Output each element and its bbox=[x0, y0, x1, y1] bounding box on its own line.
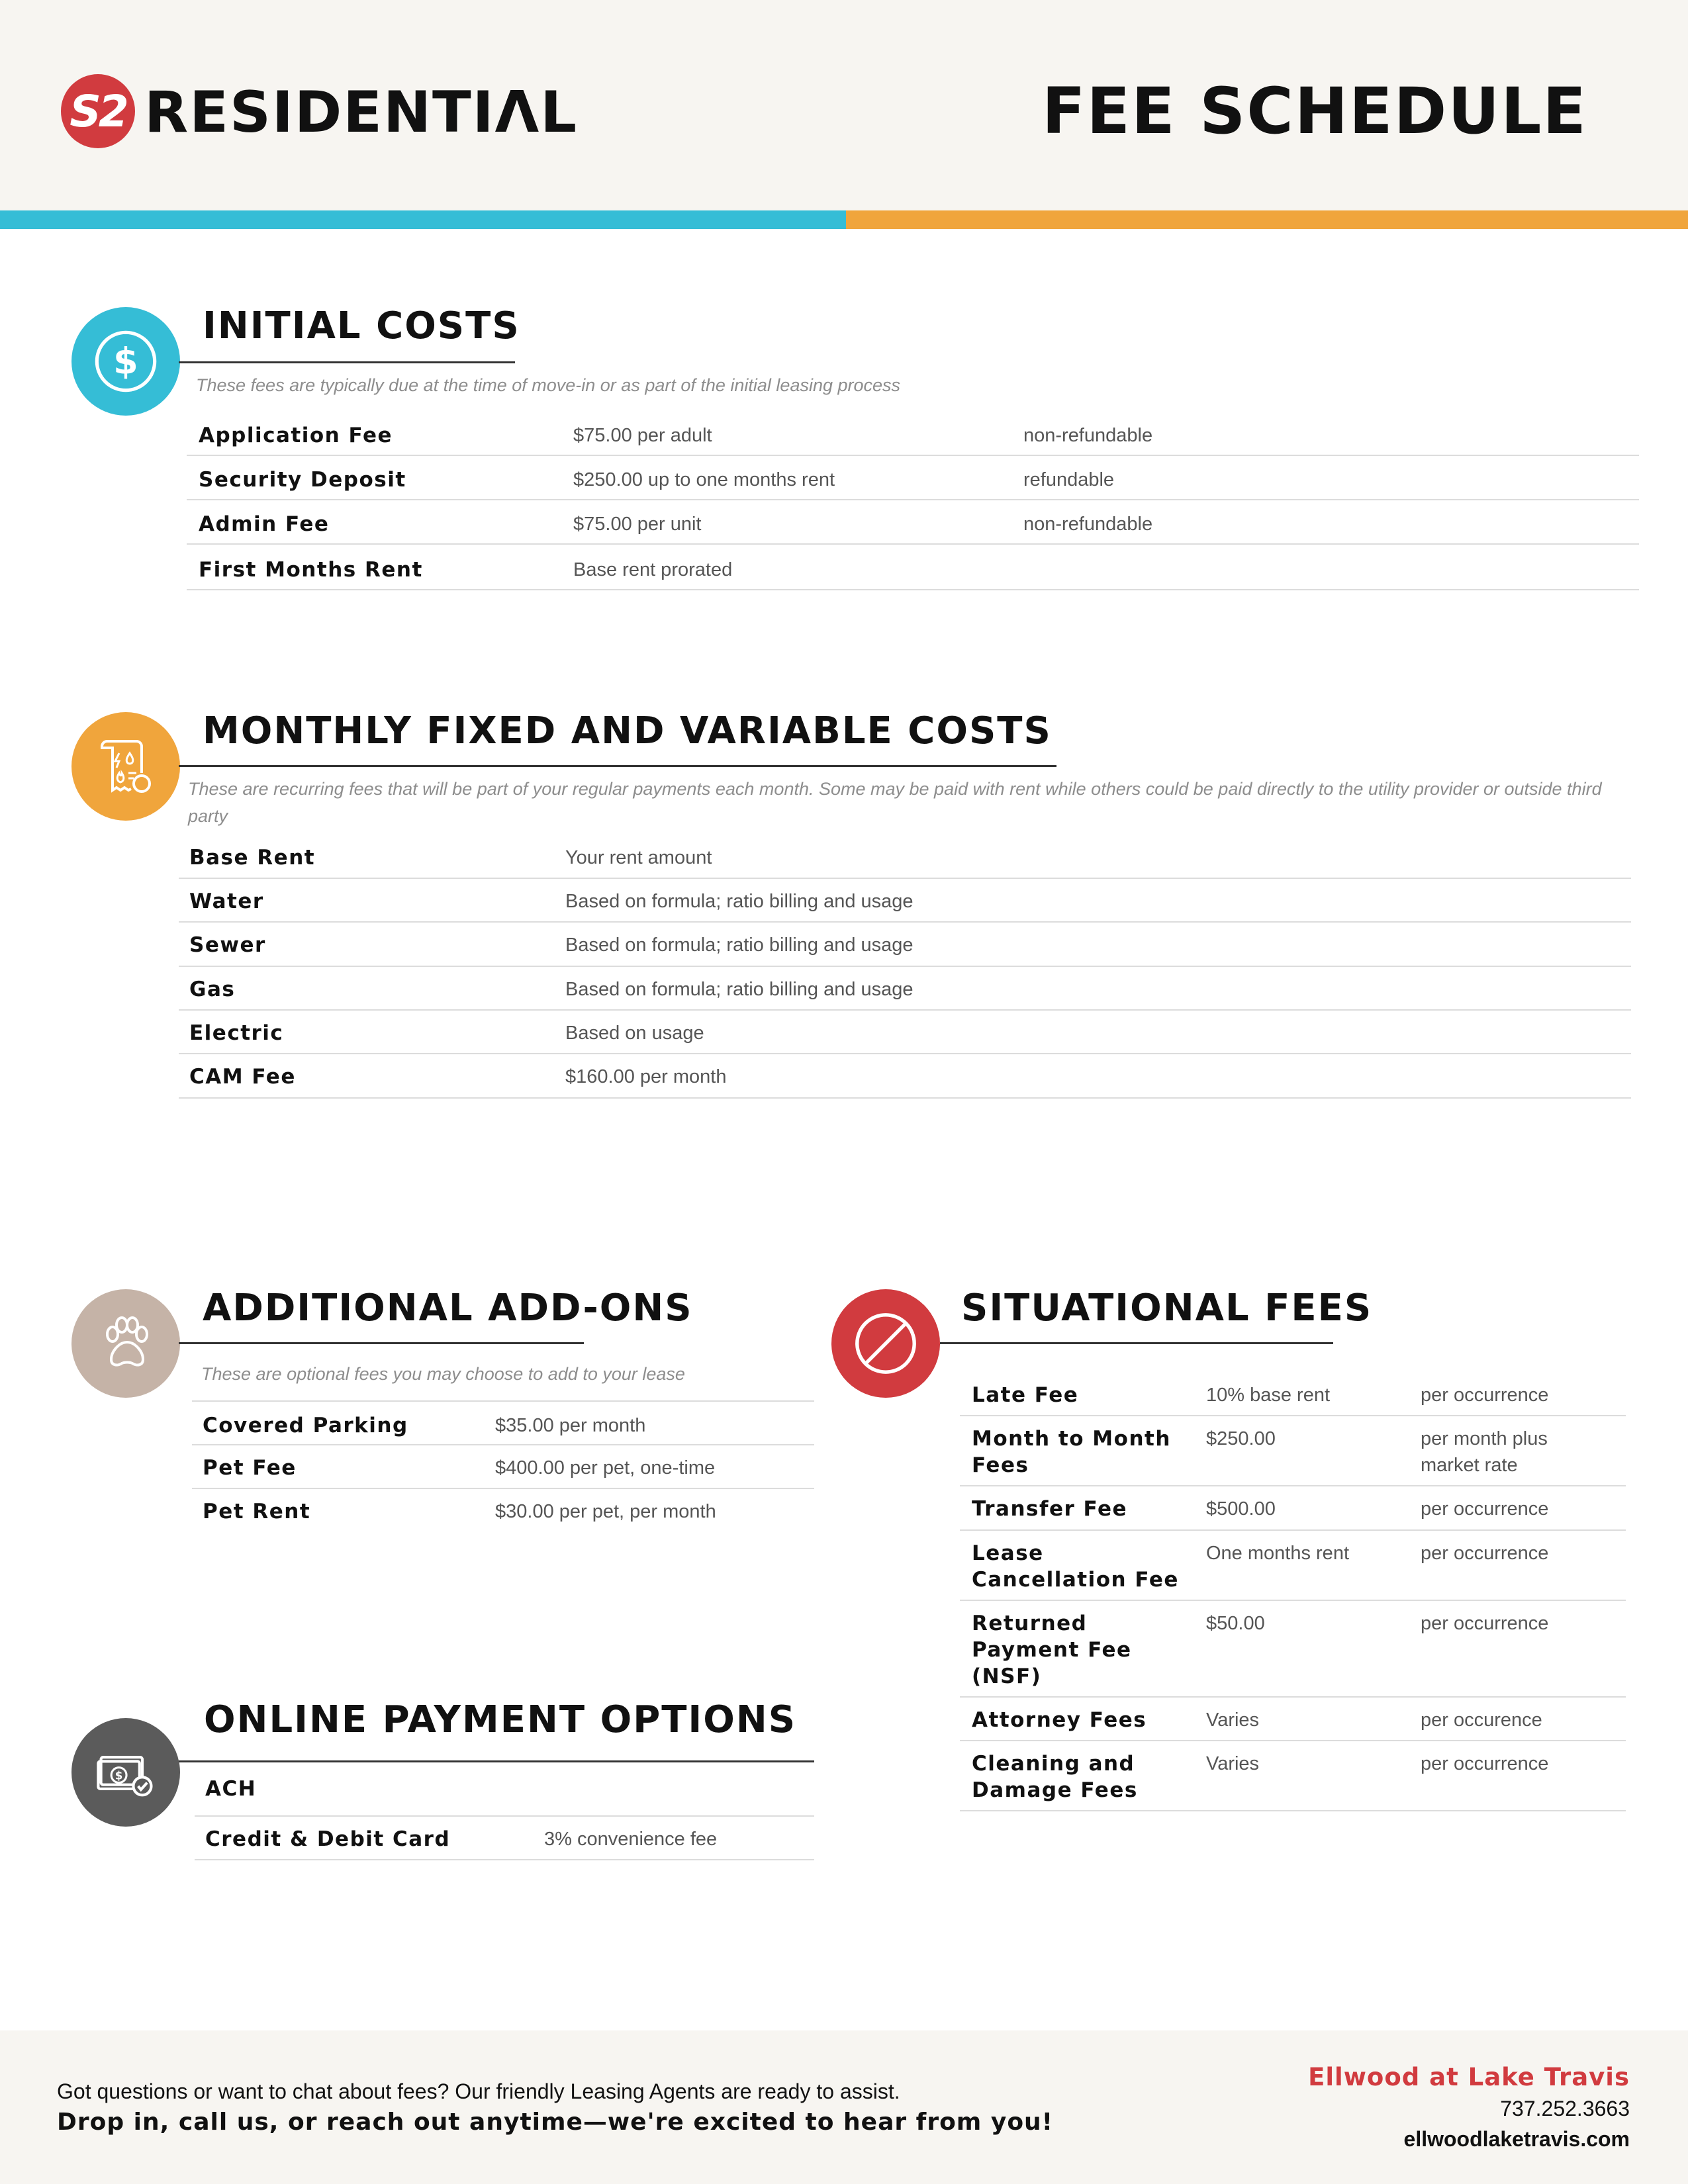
utility-bill-icon bbox=[93, 733, 159, 799]
addons-description: These are optional fees you may choose to add to your lease bbox=[201, 1364, 685, 1384]
fee-amount: One months rent bbox=[1206, 1543, 1349, 1564]
property-name: Ellwood at Lake Travis bbox=[1308, 2063, 1630, 2091]
header-stripe-orange bbox=[846, 210, 1688, 229]
payment-method-note: 3% convenience fee bbox=[544, 1829, 718, 1850]
monthly-costs-icon-badge bbox=[71, 712, 180, 821]
contact-website[interactable]: ellwoodlaketravis.com bbox=[1403, 2127, 1630, 2151]
fee-note: refundable bbox=[1023, 469, 1115, 490]
fee-amount: Base rent prorated bbox=[573, 559, 733, 580]
header-stripe-blue bbox=[0, 210, 846, 229]
fee-amount: $400.00 per pet, one-time bbox=[495, 1457, 716, 1479]
fee-amount: Varies bbox=[1206, 1753, 1260, 1774]
table-row bbox=[192, 1489, 814, 1533]
initial-costs-table bbox=[187, 412, 1639, 590]
fee-note: per occurrence bbox=[1421, 1385, 1549, 1406]
situational-title: SITUATIONAL FEES bbox=[961, 1287, 1373, 1330]
fee-label: First Months Rent bbox=[199, 558, 423, 582]
fee-amount: $35.00 per month bbox=[495, 1415, 646, 1436]
fee-label: Security Deposit bbox=[199, 468, 406, 492]
cash-payment-icon bbox=[91, 1738, 160, 1807]
table-row bbox=[960, 1698, 1626, 1741]
fee-note: per occurrence bbox=[1421, 1498, 1549, 1520]
fee-amount: Based on formula; ratio billing and usage bbox=[565, 891, 914, 912]
fee-note: per month plus market rate bbox=[1421, 1428, 1548, 1476]
situational-icon-badge bbox=[831, 1289, 940, 1398]
table-row bbox=[187, 456, 1639, 500]
fee-label: Late Fee bbox=[972, 1383, 1079, 1407]
fee-label: Transfer Fee bbox=[972, 1497, 1128, 1521]
addons-icon-badge bbox=[71, 1289, 180, 1398]
table-row bbox=[960, 1741, 1626, 1811]
fee-label: Base Rent bbox=[189, 846, 316, 870]
table-row bbox=[179, 1011, 1631, 1054]
fee-label: Covered Parking bbox=[203, 1414, 408, 1437]
fee-label: Pet Rent bbox=[203, 1500, 311, 1524]
table-row bbox=[187, 545, 1639, 590]
monthly-costs-rule bbox=[179, 765, 1056, 767]
table-row bbox=[960, 1486, 1626, 1531]
prohibited-icon bbox=[850, 1308, 921, 1379]
dollar-icon bbox=[91, 327, 160, 396]
table-row bbox=[960, 1416, 1626, 1486]
fee-amount: Based on formula; ratio billing and usage bbox=[565, 934, 914, 956]
initial-costs-icon-badge bbox=[71, 307, 180, 416]
fee-label: Admin Fee bbox=[199, 512, 330, 536]
page-title: FEE SCHEDULE bbox=[1041, 74, 1587, 148]
fee-amount: $75.00 per adult bbox=[573, 425, 712, 446]
initial-costs-rule bbox=[179, 361, 515, 363]
fee-label: Water bbox=[189, 889, 264, 913]
monthly-costs-description: These are recurring fees that will be part of your regular payments each month. Some may be paid with rent while others could be paid directly to the utility provider or outside third party bbox=[188, 779, 1602, 826]
fee-label: Attorney Fees bbox=[972, 1708, 1147, 1732]
paw-icon bbox=[93, 1310, 159, 1377]
table-row bbox=[192, 1445, 814, 1489]
fee-note: per occurence bbox=[1421, 1709, 1542, 1731]
table-row bbox=[195, 1817, 814, 1860]
monthly-costs-table bbox=[179, 835, 1631, 1099]
fee-amount: $30.00 per pet, per month bbox=[495, 1501, 716, 1522]
initial-costs-title: INITIAL COSTS bbox=[203, 304, 520, 347]
payment-title: ONLINE PAYMENT OPTIONS bbox=[204, 1698, 797, 1741]
table-row bbox=[179, 1054, 1631, 1099]
fee-label: Returned Payment Fee (NSF) bbox=[972, 1612, 1132, 1688]
fee-amount: 10% base rent bbox=[1206, 1385, 1331, 1406]
table-row bbox=[179, 967, 1631, 1011]
payment-table bbox=[195, 1762, 814, 1860]
fee-note: per occurrence bbox=[1421, 1543, 1549, 1564]
svg-text:$: $ bbox=[115, 1769, 123, 1782]
fee-amount: $160.00 per month bbox=[565, 1066, 727, 1087]
fee-amount: $50.00 bbox=[1206, 1613, 1265, 1634]
addons-title: ADDITIONAL ADD-ONS bbox=[203, 1287, 693, 1330]
fee-label: Gas bbox=[189, 978, 236, 1001]
fee-label: Lease Cancellation Fee bbox=[972, 1541, 1179, 1592]
logo-wordmark: RESIDENTIΛL bbox=[144, 79, 579, 146]
table-row bbox=[187, 412, 1639, 456]
fee-note: non-refundable bbox=[1023, 514, 1153, 535]
logo-mark-text: S2 bbox=[70, 85, 126, 137]
fee-amount: $500.00 bbox=[1206, 1498, 1276, 1520]
fee-amount: $75.00 per unit bbox=[573, 514, 702, 535]
fee-label: Month to Month Fees bbox=[972, 1427, 1171, 1477]
table-row bbox=[179, 879, 1631, 923]
situational-rule bbox=[940, 1342, 1333, 1344]
table-row bbox=[960, 1373, 1626, 1416]
payment-icon-badge bbox=[71, 1718, 180, 1827]
table-row bbox=[192, 1400, 814, 1445]
addons-rule bbox=[179, 1342, 584, 1344]
fee-note: per occurrence bbox=[1421, 1613, 1549, 1634]
fee-label: Cleaning and Damage Fees bbox=[972, 1752, 1138, 1802]
table-row bbox=[960, 1531, 1626, 1601]
table-row bbox=[187, 500, 1639, 545]
fee-amount: $250.00 bbox=[1206, 1428, 1276, 1449]
footer-message: Got questions or want to chat about fees? Our friendly Leasing Agents are ready to assist. bbox=[57, 2079, 900, 2103]
footer-call-to-action: Drop in, call us, or reach out anytime—we're excited to hear from you! bbox=[57, 2109, 1054, 2136]
monthly-costs-title: MONTHLY FIXED AND VARIABLE COSTS bbox=[203, 709, 1052, 752]
fee-amount: Based on formula; ratio billing and usage bbox=[565, 979, 914, 1000]
fee-label: Sewer bbox=[189, 933, 266, 957]
addons-table bbox=[192, 1400, 814, 1533]
situational-table bbox=[960, 1373, 1626, 1811]
table-row bbox=[179, 923, 1631, 967]
table-row bbox=[179, 835, 1631, 879]
fee-label: Pet Fee bbox=[203, 1456, 297, 1480]
svg-text:$: $ bbox=[113, 340, 138, 383]
fee-amount: Your rent amount bbox=[565, 847, 712, 868]
payment-method-label: Credit & Debit Card bbox=[205, 1827, 451, 1851]
fee-label: CAM Fee bbox=[189, 1065, 296, 1089]
fee-note: non-refundable bbox=[1023, 425, 1153, 446]
table-row bbox=[960, 1601, 1626, 1698]
fee-label: Application Fee bbox=[199, 424, 393, 447]
payment-method-label: ACH bbox=[205, 1777, 257, 1801]
fee-note: per occurrence bbox=[1421, 1753, 1549, 1774]
fee-label: Electric bbox=[189, 1021, 284, 1045]
logo-mark bbox=[61, 74, 135, 148]
fee-amount: $250.00 up to one months rent bbox=[573, 469, 835, 490]
fee-amount: Based on usage bbox=[565, 1023, 704, 1044]
initial-costs-description: These fees are typically due at the time of move-in or as part of the initial leasing process bbox=[196, 375, 901, 395]
fee-amount: Varies bbox=[1206, 1709, 1260, 1731]
table-row bbox=[195, 1762, 814, 1817]
contact-phone[interactable]: 737.252.3663 bbox=[1500, 2097, 1630, 2120]
